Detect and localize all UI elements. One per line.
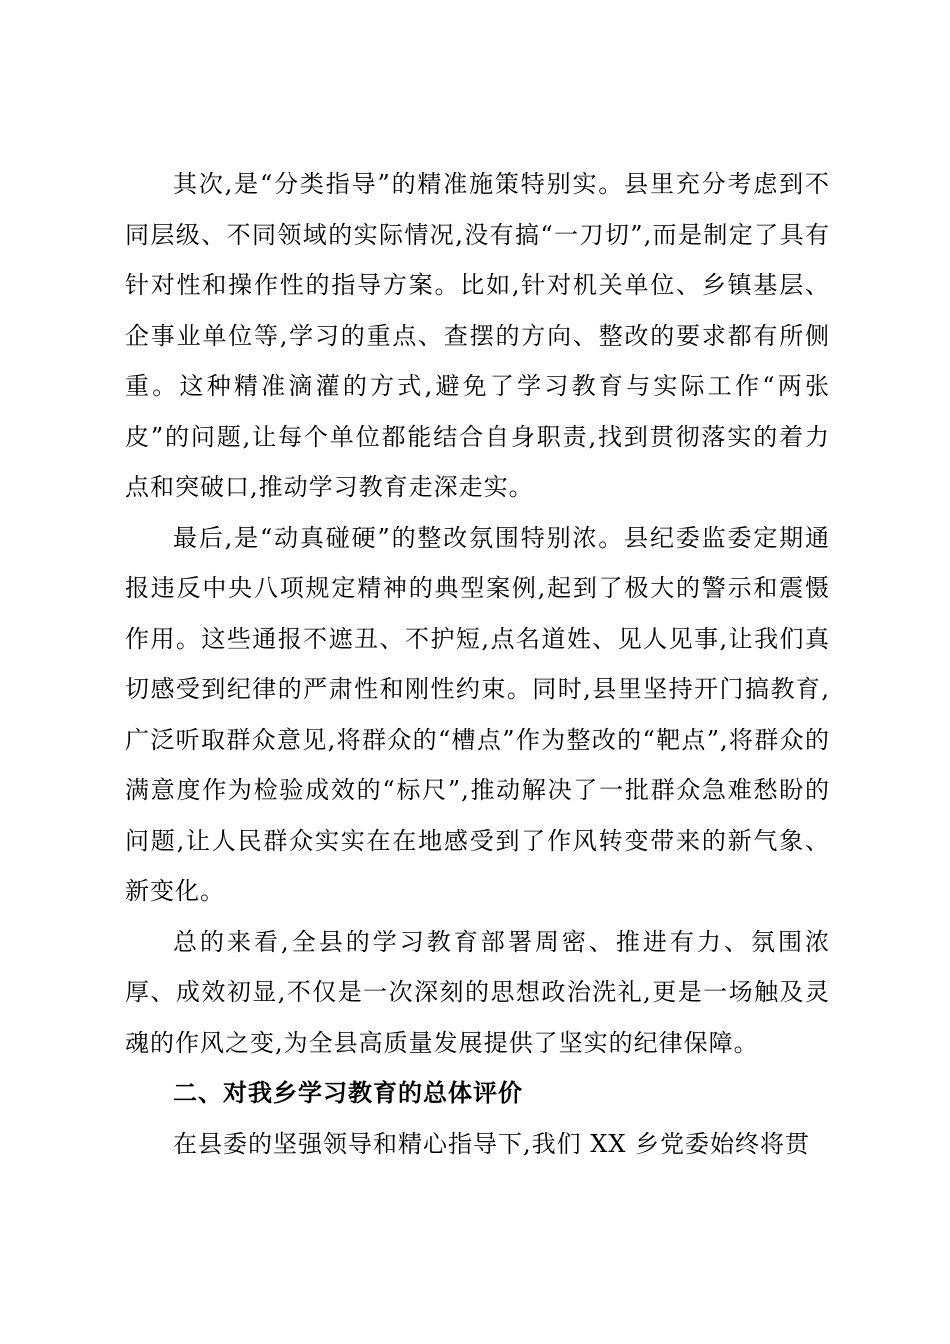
paragraph-township-intro: 在县委的坚强领导和精心指导下,我们 XX 乡党委始终将贯 [173, 1129, 811, 1158]
paragraph-classified-guidance: 其次,是“分类指导”的精准施策特别实。县里充分考虑到不同层级、不同领域的实际情况,没有搞“一刀切”,而是制定了具有针对性和操作性的指导方案。比如,针对机关单位、乡镇基层、企事业单位等,学习的重点、查摆的方向、整改的要求都有所侧重。这种精准滴灌的方式,避免了学习教育与实际工作“两张皮”的问题,让每个单位都能结合自身职责,找到贯彻落实的着力点和突破口,推动学习教育走深走实。 [125, 170, 830, 501]
paragraph-overall-summary: 总的来看,全县的学习教育部署周密、推进有力、氛围浓厚、成效初显,不仅是一次深刻的思想政治洗礼,更是一场触及灵魂的作风之变,为全县高质量发展提供了坚实的纪律保障。 [125, 927, 830, 1057]
document-body [125, 159, 830, 1169]
section-heading: 二、对我乡学习教育的总体评价 [173, 1079, 523, 1107]
paragraph-rectification-atmosphere: 最后,是“动真碰硬”的整改氛围特别浓。县纪委监委定期通报违反中央八项规定精神的典型案例,起到了极大的警示和震慑作用。这些通报不遮丑、不护短,点名道姓、见人见事,让我们真切感受到纪律的严肃性和刚性约束。同时,县里坚持开门搞教育,广泛听取群众意见,将群众的“槽点”作为整改的“靶点”,将群众的满意度作为检验成效的“标尺”,推动解决了一批群众急难愁盼的问题,让人民群众实实在在地感受到了作风转变带来的新气象、新变化。 [125, 523, 830, 905]
